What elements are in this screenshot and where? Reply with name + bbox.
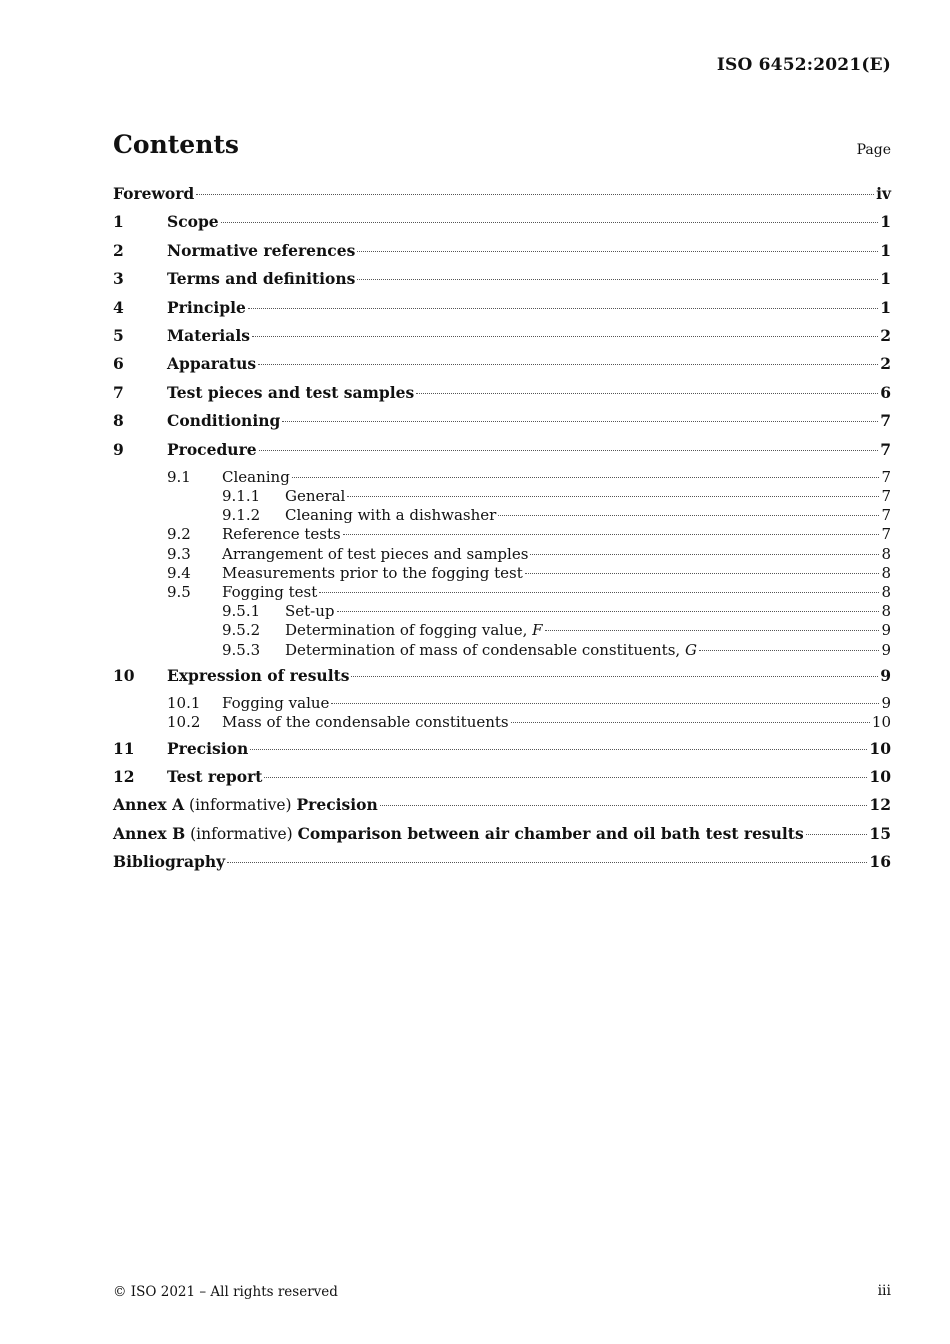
toc-entry-number: 4 xyxy=(113,297,124,317)
toc-entry-title-text: Set-up xyxy=(285,602,335,621)
toc-entry-page: 2 xyxy=(880,354,891,374)
dot-leader xyxy=(699,650,880,651)
toc-entry-title-text: Test pieces and test samples xyxy=(167,382,415,402)
toc-entry-title-text: General xyxy=(285,487,346,506)
toc-entry-page: 9 xyxy=(880,665,891,685)
toc-entry-title-text: Fogging value xyxy=(222,694,330,713)
toc-entry-page: 10 xyxy=(869,766,891,786)
toc-entry[interactable] xyxy=(113,602,891,621)
toc-entry[interactable] xyxy=(113,506,891,525)
toc-entry-title-text: Fogging test xyxy=(222,583,318,602)
toc-entry[interactable] xyxy=(113,621,891,640)
toc-entry-page: 8 xyxy=(881,544,891,563)
toc-entry[interactable] xyxy=(113,713,891,732)
toc-entry-title xyxy=(285,487,345,505)
dot-leader xyxy=(351,676,878,677)
toc-entry-number: 9.1 xyxy=(167,467,191,486)
toc-entry-page: 7 xyxy=(880,411,891,431)
dot-leader xyxy=(259,450,879,451)
toc-entry-title-text: Reference tests xyxy=(222,525,341,544)
toc-entry-title-text: Arrangement of test pieces and samples xyxy=(222,544,529,563)
toc-entry-page: 7 xyxy=(881,467,891,486)
toc-entry-title xyxy=(167,269,355,288)
toc-entry[interactable] xyxy=(113,545,891,564)
toc-entry[interactable] xyxy=(113,354,891,382)
toc-entry[interactable] xyxy=(113,824,891,852)
dot-leader xyxy=(248,308,878,309)
toc-entry-number: 9.1.2 xyxy=(222,506,261,525)
toc-entry-title-text: Annex B xyxy=(113,823,186,843)
toc-entry-page: 1 xyxy=(880,269,891,289)
toc-entry-title-text: Precision xyxy=(167,738,249,758)
toc-entry[interactable] xyxy=(113,212,891,240)
toc-entry-title-text: Measurements prior to the fogging test xyxy=(222,563,523,582)
toc-entry-title-text: Annex A xyxy=(113,795,185,815)
toc-entry-title xyxy=(167,666,349,685)
toc-entry-title xyxy=(285,641,697,659)
toc-entry[interactable] xyxy=(113,694,891,713)
toc-entry-title xyxy=(167,739,248,758)
toc-entry-title-text: Cleaning xyxy=(222,467,290,486)
toc-entry-title-text: Determination of fogging value, xyxy=(285,621,533,640)
toc-entry[interactable] xyxy=(113,525,891,544)
page-number: iii xyxy=(877,1283,891,1299)
dot-leader xyxy=(264,777,867,778)
toc-entry-title xyxy=(222,525,341,543)
dot-leader xyxy=(319,592,879,593)
toc-entry-title xyxy=(113,184,194,203)
toc-entry-title xyxy=(167,326,250,345)
toc-entry[interactable] xyxy=(113,298,891,326)
toc-entry-page: 8 xyxy=(881,583,891,602)
toc-entry-page: 15 xyxy=(869,823,891,843)
dot-leader xyxy=(530,554,879,555)
toc-entry-page: 9 xyxy=(881,640,891,659)
toc-entry-page: 7 xyxy=(881,525,891,544)
toc-entry-title-text: Foreword xyxy=(113,184,195,203)
toc-entry-title-text: Principle xyxy=(167,297,246,317)
toc-entry-title xyxy=(167,767,262,786)
toc-entry-annex-title: Precision xyxy=(296,795,378,815)
toc-entry-annex-type: (informative) xyxy=(185,824,298,843)
toc-entry-title-text: Mass of the condensable constituents xyxy=(222,713,509,732)
toc-entry-title xyxy=(222,713,509,731)
dot-leader xyxy=(227,862,867,863)
dot-leader xyxy=(282,421,878,422)
toc-entry-page: 1 xyxy=(880,212,891,232)
toc-entry[interactable] xyxy=(113,487,891,506)
toc-entry[interactable] xyxy=(113,739,891,767)
dot-leader xyxy=(545,630,880,631)
toc-entry-number: 11 xyxy=(113,738,135,758)
toc-entry[interactable] xyxy=(113,241,891,269)
toc-entry-title xyxy=(167,298,246,317)
toc-entry-page: iv xyxy=(876,184,891,203)
toc-entry[interactable] xyxy=(113,440,891,468)
dot-leader xyxy=(250,749,867,750)
toc-entry-title xyxy=(113,852,225,871)
dot-leader xyxy=(221,222,879,223)
toc-entry-number: 9.5.3 xyxy=(222,640,261,659)
toc-entry-title xyxy=(167,411,280,430)
toc-entry-title xyxy=(222,564,523,582)
dot-leader xyxy=(252,336,878,337)
toc-entry-number: 7 xyxy=(113,382,124,402)
toc-entry-page: 1 xyxy=(880,240,891,260)
toc-entry-page: 8 xyxy=(881,563,891,582)
toc-entry[interactable] xyxy=(113,383,891,411)
toc-entry-number: 3 xyxy=(113,269,124,289)
dot-leader xyxy=(343,534,880,535)
toc-entry[interactable] xyxy=(113,666,891,694)
toc-entry[interactable] xyxy=(113,767,891,795)
dot-leader xyxy=(511,722,870,723)
toc-entry-annex-title: Comparison between air chamber and oil bath test results xyxy=(297,823,804,843)
dot-leader xyxy=(196,194,874,195)
dot-leader xyxy=(357,279,878,280)
toc-entry[interactable] xyxy=(113,583,891,602)
toc-entry[interactable] xyxy=(113,269,891,297)
dot-leader xyxy=(525,573,880,574)
toc-entry-number: 8 xyxy=(113,411,124,431)
page-title: Contents xyxy=(113,130,240,159)
toc-entry-annex-type: (informative) xyxy=(184,796,297,815)
toc-entry-number: 10.2 xyxy=(167,713,201,732)
table-of-contents xyxy=(113,184,891,881)
dot-leader xyxy=(337,611,880,612)
toc-entry[interactable] xyxy=(113,468,891,487)
toc-entry-page: 2 xyxy=(880,325,891,345)
toc-entry-title xyxy=(167,354,256,373)
toc-entry-title-text: Normative references xyxy=(167,240,356,260)
toc-entry-number: 2 xyxy=(113,240,124,260)
toc-entry[interactable] xyxy=(113,564,891,583)
toc-entry-page: 9 xyxy=(881,621,891,640)
toc-entry-number: 1 xyxy=(113,212,124,232)
dot-leader xyxy=(380,805,868,806)
copyright-notice: © ISO 2021 – All rights reserved xyxy=(113,1284,338,1300)
dot-leader xyxy=(416,393,878,394)
toc-entry-page: 9 xyxy=(881,694,891,713)
toc-entry-number: 10 xyxy=(113,665,135,685)
dot-leader xyxy=(498,515,879,516)
toc-entry-page: 7 xyxy=(880,439,891,459)
toc-entry-title xyxy=(167,383,414,402)
toc-entry[interactable] xyxy=(113,411,891,439)
page-column-label: Page xyxy=(856,142,891,158)
toc-entry-title xyxy=(222,468,290,486)
toc-entry-title-text: Test report xyxy=(167,766,263,786)
toc-entry-symbol: G xyxy=(684,640,697,659)
toc-entry[interactable] xyxy=(113,326,891,354)
toc-entry-title xyxy=(167,212,219,231)
toc-entry-number: 9.5.2 xyxy=(222,621,261,640)
toc-entry[interactable] xyxy=(113,184,891,212)
toc-entry-page: 10 xyxy=(869,738,891,758)
toc-entry-page: 6 xyxy=(880,382,891,402)
toc-entry-title-text: Cleaning with a dishwasher xyxy=(285,506,497,525)
toc-entry-number: 12 xyxy=(113,766,135,786)
toc-entry-number: 6 xyxy=(113,354,124,374)
dot-leader xyxy=(347,496,879,497)
toc-entry-title-text: Materials xyxy=(167,325,250,345)
toc-entry-title-text: Bibliography xyxy=(113,852,226,872)
toc-entry-title xyxy=(113,824,804,843)
toc-entry-number: 9.4 xyxy=(167,563,191,582)
toc-entry-number: 9.3 xyxy=(167,544,191,563)
toc-entry-title xyxy=(167,440,257,459)
toc-entry-page: 7 xyxy=(881,487,891,506)
toc-entry-title xyxy=(222,583,317,601)
toc-entry-page: 12 xyxy=(869,795,891,815)
document-id: ISO 6452:2021(E) xyxy=(716,55,891,75)
toc-entry-page: 1 xyxy=(880,297,891,317)
toc-entry-title-text: Terms and definitions xyxy=(167,269,356,289)
toc-entry-title-text: Apparatus xyxy=(167,354,257,374)
toc-entry-number: 9.5 xyxy=(167,583,191,602)
toc-entry-title-text: Procedure xyxy=(167,439,257,459)
toc-entry-title-text: Conditioning xyxy=(167,411,281,431)
toc-entry-page: 8 xyxy=(881,602,891,621)
dot-leader xyxy=(292,477,880,478)
dot-leader xyxy=(331,703,879,704)
toc-entry-title-text: Expression of results xyxy=(167,665,350,685)
toc-entry-number: 5 xyxy=(113,325,124,345)
toc-entry-page: 16 xyxy=(869,852,891,872)
toc-entry-page: 10 xyxy=(871,713,891,732)
toc-entry[interactable] xyxy=(113,852,891,880)
dot-leader xyxy=(806,834,868,835)
toc-entry-title xyxy=(285,621,543,639)
toc-entry-title xyxy=(167,241,355,260)
toc-entry-title-text: Determination of mass of condensable constituents, xyxy=(285,640,685,659)
toc-entry-number: 10.1 xyxy=(167,694,201,713)
toc-entry-number: 9 xyxy=(113,439,124,459)
toc-entry-number: 9.5.1 xyxy=(222,602,261,621)
toc-entry-number: 9.1.1 xyxy=(222,487,261,506)
toc-entry-title xyxy=(222,694,329,712)
toc-entry-title xyxy=(113,795,378,814)
toc-entry-page: 7 xyxy=(881,506,891,525)
toc-entry-title xyxy=(285,506,496,524)
dot-leader xyxy=(258,364,878,365)
toc-entry-title-text: Scope xyxy=(167,212,219,232)
toc-entry-title xyxy=(285,602,335,620)
toc-entry-number: 9.2 xyxy=(167,525,191,544)
toc-entry[interactable] xyxy=(113,641,891,660)
toc-entry-title xyxy=(222,545,528,563)
dot-leader xyxy=(357,251,878,252)
toc-entry-symbol: F xyxy=(532,621,543,640)
toc-entry[interactable] xyxy=(113,795,891,823)
